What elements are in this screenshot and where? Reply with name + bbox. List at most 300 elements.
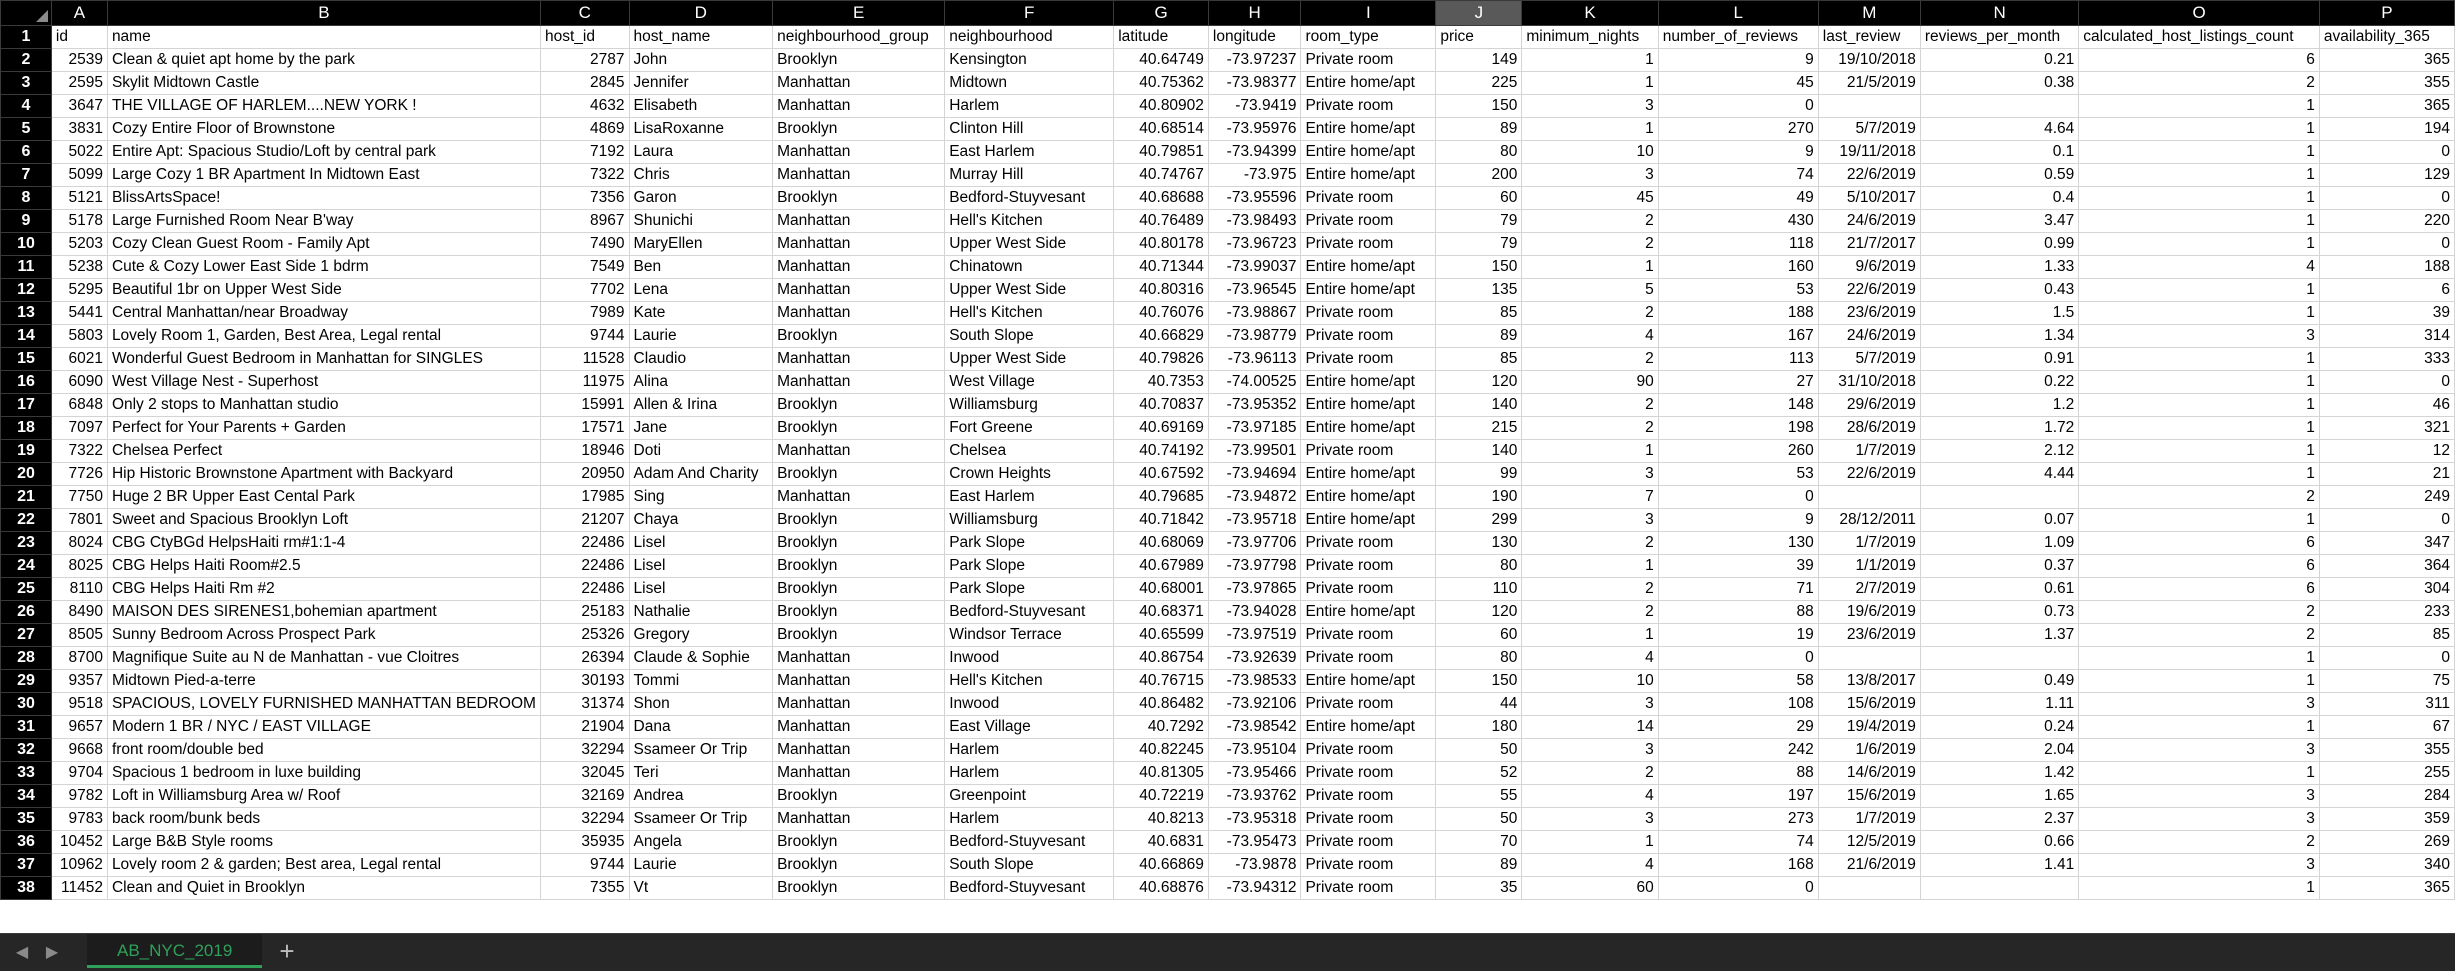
cell[interactable]: Manhattan bbox=[773, 348, 945, 371]
cell[interactable]: MAISON DES SIRENES1,bohemian apartment bbox=[107, 601, 540, 624]
cell[interactable]: 89 bbox=[1436, 854, 1522, 877]
cell[interactable]: Entire home/apt bbox=[1301, 72, 1436, 95]
cell[interactable]: -73.99037 bbox=[1208, 256, 1301, 279]
cell[interactable]: 190 bbox=[1436, 486, 1522, 509]
cell[interactable]: 1/7/2019 bbox=[1818, 440, 1920, 463]
cell[interactable]: -73.97185 bbox=[1208, 417, 1301, 440]
cell[interactable]: Brooklyn bbox=[773, 877, 945, 900]
row-header[interactable]: 2 bbox=[1, 49, 52, 72]
cell[interactable]: 40.68514 bbox=[1114, 118, 1209, 141]
cell[interactable]: 2 bbox=[1522, 532, 1658, 555]
row-header[interactable]: 22 bbox=[1, 509, 52, 532]
cell[interactable]: 2 bbox=[1522, 348, 1658, 371]
cell[interactable]: 150 bbox=[1436, 256, 1522, 279]
cell[interactable]: 2 bbox=[2079, 72, 2320, 95]
cell[interactable]: 14/6/2019 bbox=[1818, 762, 1920, 785]
cell[interactable]: Entire home/apt bbox=[1301, 141, 1436, 164]
cell[interactable]: 0.21 bbox=[1920, 49, 2078, 72]
cell[interactable]: 3831 bbox=[51, 118, 107, 141]
cell[interactable]: 1 bbox=[2079, 279, 2320, 302]
row-header[interactable]: 12 bbox=[1, 279, 52, 302]
cell[interactable]: 9744 bbox=[540, 325, 629, 348]
cell[interactable]: 1 bbox=[1522, 49, 1658, 72]
cell[interactable]: 85 bbox=[1436, 302, 1522, 325]
cell[interactable]: 40.68001 bbox=[1114, 578, 1209, 601]
cell[interactable]: 9357 bbox=[51, 670, 107, 693]
cell[interactable]: 3 bbox=[1522, 739, 1658, 762]
cell[interactable]: 40.74192 bbox=[1114, 440, 1209, 463]
cell[interactable]: 430 bbox=[1658, 210, 1818, 233]
cell[interactable]: 0.37 bbox=[1920, 555, 2078, 578]
cell[interactable]: Garon bbox=[629, 187, 773, 210]
cell[interactable]: 1.34 bbox=[1920, 325, 2078, 348]
cell[interactable]: 40.66829 bbox=[1114, 325, 1209, 348]
cell[interactable]: 21/6/2019 bbox=[1818, 854, 1920, 877]
cell[interactable]: Dana bbox=[629, 716, 773, 739]
cell[interactable]: Central Manhattan/near Broadway bbox=[107, 302, 540, 325]
cell[interactable]: -73.94312 bbox=[1208, 877, 1301, 900]
cell[interactable]: Murray Hill bbox=[945, 164, 1114, 187]
cell[interactable]: 1.11 bbox=[1920, 693, 2078, 716]
cell[interactable]: 60 bbox=[1436, 187, 1522, 210]
cell[interactable]: 1 bbox=[2079, 118, 2320, 141]
field-header-cell[interactable]: price bbox=[1436, 26, 1522, 49]
cell[interactable]: 130 bbox=[1658, 532, 1818, 555]
cell[interactable]: 7356 bbox=[540, 187, 629, 210]
cell[interactable]: -73.95976 bbox=[1208, 118, 1301, 141]
cell[interactable]: 364 bbox=[2319, 555, 2454, 578]
cell[interactable]: 40.68688 bbox=[1114, 187, 1209, 210]
cell[interactable]: 20950 bbox=[540, 463, 629, 486]
cell[interactable]: 7750 bbox=[51, 486, 107, 509]
row-header[interactable]: 19 bbox=[1, 440, 52, 463]
cell[interactable]: 1.5 bbox=[1920, 302, 2078, 325]
row-header[interactable]: 24 bbox=[1, 555, 52, 578]
cell[interactable]: 3 bbox=[1522, 95, 1658, 118]
cell[interactable]: 260 bbox=[1658, 440, 1818, 463]
row-header[interactable]: 26 bbox=[1, 601, 52, 624]
cell[interactable]: -73.97519 bbox=[1208, 624, 1301, 647]
cell[interactable]: 75 bbox=[2319, 670, 2454, 693]
cell[interactable]: 89 bbox=[1436, 118, 1522, 141]
cell[interactable]: 67 bbox=[2319, 716, 2454, 739]
cell[interactable]: 1/1/2019 bbox=[1818, 555, 1920, 578]
cell[interactable]: Harlem bbox=[945, 739, 1114, 762]
cell[interactable]: 21904 bbox=[540, 716, 629, 739]
column-header-n[interactable]: N bbox=[1920, 1, 2078, 26]
row-header[interactable]: 37 bbox=[1, 854, 52, 877]
cell[interactable]: Private room bbox=[1301, 831, 1436, 854]
cell[interactable]: -73.95318 bbox=[1208, 808, 1301, 831]
next-sheet-icon[interactable]: ▶ bbox=[45, 944, 59, 961]
row-header[interactable]: 23 bbox=[1, 532, 52, 555]
cell[interactable]: Large Furnished Room Near B'way bbox=[107, 210, 540, 233]
cell[interactable]: Private room bbox=[1301, 555, 1436, 578]
cell[interactable]: 2 bbox=[2079, 831, 2320, 854]
row-header[interactable]: 3 bbox=[1, 72, 52, 95]
cell[interactable]: Brooklyn bbox=[773, 555, 945, 578]
cell[interactable]: 10452 bbox=[51, 831, 107, 854]
cell[interactable]: 0.73 bbox=[1920, 601, 2078, 624]
cell[interactable]: Chelsea Perfect bbox=[107, 440, 540, 463]
cell[interactable]: Brooklyn bbox=[773, 854, 945, 877]
cell[interactable]: South Slope bbox=[945, 854, 1114, 877]
row-header[interactable]: 10 bbox=[1, 233, 52, 256]
cell[interactable]: 1/7/2019 bbox=[1818, 808, 1920, 831]
cell[interactable]: Claude & Sophie bbox=[629, 647, 773, 670]
row-header[interactable]: 5 bbox=[1, 118, 52, 141]
row-header[interactable]: 25 bbox=[1, 578, 52, 601]
cell[interactable]: Private room bbox=[1301, 877, 1436, 900]
cell[interactable]: Bedford-Stuyvesant bbox=[945, 877, 1114, 900]
cell[interactable]: 5295 bbox=[51, 279, 107, 302]
cell[interactable]: Gregory bbox=[629, 624, 773, 647]
cell[interactable]: Brooklyn bbox=[773, 325, 945, 348]
cell[interactable]: 0 bbox=[2319, 233, 2454, 256]
cell[interactable]: 40.7353 bbox=[1114, 371, 1209, 394]
cell[interactable]: Fort Greene bbox=[945, 417, 1114, 440]
cell[interactable]: Bedford-Stuyvesant bbox=[945, 187, 1114, 210]
cell[interactable]: Chaya bbox=[629, 509, 773, 532]
cell[interactable]: Greenpoint bbox=[945, 785, 1114, 808]
cell[interactable]: 31374 bbox=[540, 693, 629, 716]
field-header-cell[interactable]: last_review bbox=[1818, 26, 1920, 49]
cell[interactable]: Brooklyn bbox=[773, 785, 945, 808]
cell[interactable]: 0 bbox=[1658, 486, 1818, 509]
cell[interactable]: 1 bbox=[2079, 164, 2320, 187]
row-header[interactable]: 13 bbox=[1, 302, 52, 325]
cell[interactable]: 108 bbox=[1658, 693, 1818, 716]
row-header[interactable]: 1 bbox=[1, 26, 52, 49]
cell[interactable]: 2 bbox=[2079, 624, 2320, 647]
cell[interactable]: 311 bbox=[2319, 693, 2454, 716]
cell[interactable]: 5121 bbox=[51, 187, 107, 210]
cell[interactable]: 130 bbox=[1436, 532, 1522, 555]
cell[interactable]: 1.42 bbox=[1920, 762, 2078, 785]
cell[interactable]: 85 bbox=[2319, 624, 2454, 647]
cell[interactable]: Skylit Midtown Castle bbox=[107, 72, 540, 95]
cell[interactable]: 79 bbox=[1436, 233, 1522, 256]
cell[interactable]: 4 bbox=[1522, 325, 1658, 348]
cell[interactable]: 3 bbox=[2079, 854, 2320, 877]
cell[interactable]: Hip Historic Brownstone Apartment with Backyard bbox=[107, 463, 540, 486]
cell[interactable]: 13/8/2017 bbox=[1818, 670, 1920, 693]
cell[interactable]: 25183 bbox=[540, 601, 629, 624]
column-header-a[interactable]: A bbox=[51, 1, 107, 26]
cell[interactable]: -73.9878 bbox=[1208, 854, 1301, 877]
field-header-cell[interactable]: availability_365 bbox=[2319, 26, 2454, 49]
cell[interactable]: Entire home/apt bbox=[1301, 118, 1436, 141]
cell[interactable]: 2 bbox=[1522, 601, 1658, 624]
cell[interactable]: 21/7/2017 bbox=[1818, 233, 1920, 256]
cell[interactable]: 2 bbox=[2079, 486, 2320, 509]
cell[interactable]: 40.68371 bbox=[1114, 601, 1209, 624]
cell[interactable]: 19/11/2018 bbox=[1818, 141, 1920, 164]
cell[interactable]: Manhattan bbox=[773, 210, 945, 233]
cell[interactable]: Private room bbox=[1301, 785, 1436, 808]
cell[interactable]: 40.79851 bbox=[1114, 141, 1209, 164]
cell[interactable]: 194 bbox=[2319, 118, 2454, 141]
cell[interactable]: 99 bbox=[1436, 463, 1522, 486]
cell[interactable]: 3 bbox=[2079, 739, 2320, 762]
cell[interactable]: 7702 bbox=[540, 279, 629, 302]
cell[interactable]: 5803 bbox=[51, 325, 107, 348]
cell[interactable]: 40.68069 bbox=[1114, 532, 1209, 555]
cell[interactable]: 85 bbox=[1436, 348, 1522, 371]
cell[interactable]: Brooklyn bbox=[773, 417, 945, 440]
select-all-corner[interactable] bbox=[1, 1, 52, 26]
field-header-cell[interactable]: number_of_reviews bbox=[1658, 26, 1818, 49]
cell[interactable]: 284 bbox=[2319, 785, 2454, 808]
cell[interactable]: 148 bbox=[1658, 394, 1818, 417]
cell[interactable]: 1.09 bbox=[1920, 532, 2078, 555]
cell[interactable]: 52 bbox=[1436, 762, 1522, 785]
cell[interactable]: 39 bbox=[1658, 555, 1818, 578]
cell[interactable]: 1.72 bbox=[1920, 417, 2078, 440]
cell[interactable]: 1.41 bbox=[1920, 854, 2078, 877]
cell[interactable]: Loft in Williamsburg Area w/ Roof bbox=[107, 785, 540, 808]
column-header-p[interactable]: P bbox=[2319, 1, 2454, 26]
column-header-f[interactable]: F bbox=[945, 1, 1114, 26]
cell[interactable]: 365 bbox=[2319, 877, 2454, 900]
row-header[interactable]: 36 bbox=[1, 831, 52, 854]
row-header[interactable]: 15 bbox=[1, 348, 52, 371]
cell[interactable]: 4 bbox=[2079, 256, 2320, 279]
cell[interactable]: Private room bbox=[1301, 440, 1436, 463]
cell[interactable]: Private room bbox=[1301, 233, 1436, 256]
cell[interactable]: 314 bbox=[2319, 325, 2454, 348]
cell[interactable]: 7 bbox=[1522, 486, 1658, 509]
cell[interactable]: -73.98377 bbox=[1208, 72, 1301, 95]
cell[interactable]: 365 bbox=[2319, 95, 2454, 118]
cell[interactable]: 255 bbox=[2319, 762, 2454, 785]
cell[interactable]: 0 bbox=[2319, 187, 2454, 210]
cell[interactable]: 24/6/2019 bbox=[1818, 325, 1920, 348]
cell[interactable]: 2 bbox=[1522, 578, 1658, 601]
cell[interactable]: Entire home/apt bbox=[1301, 394, 1436, 417]
cell[interactable]: 2 bbox=[1522, 762, 1658, 785]
cell[interactable]: Cozy Clean Guest Room - Family Apt bbox=[107, 233, 540, 256]
cell[interactable]: Vt bbox=[629, 877, 773, 900]
row-header[interactable]: 8 bbox=[1, 187, 52, 210]
cell[interactable]: Manhattan bbox=[773, 486, 945, 509]
cell[interactable]: LisaRoxanne bbox=[629, 118, 773, 141]
cell[interactable]: -73.97798 bbox=[1208, 555, 1301, 578]
cell[interactable]: 28/12/2011 bbox=[1818, 509, 1920, 532]
cell[interactable]: Private room bbox=[1301, 302, 1436, 325]
cell[interactable]: 40.76715 bbox=[1114, 670, 1209, 693]
cell[interactable]: 1.37 bbox=[1920, 624, 2078, 647]
cell[interactable]: 24/6/2019 bbox=[1818, 210, 1920, 233]
cell[interactable]: Sunny Bedroom Across Prospect Park bbox=[107, 624, 540, 647]
field-header-cell[interactable]: latitude bbox=[1114, 26, 1209, 49]
cell[interactable]: 0 bbox=[1658, 647, 1818, 670]
cell[interactable]: Brooklyn bbox=[773, 187, 945, 210]
cell[interactable]: Jane bbox=[629, 417, 773, 440]
cell[interactable]: 15/6/2019 bbox=[1818, 693, 1920, 716]
cell[interactable]: East Harlem bbox=[945, 141, 1114, 164]
cell[interactable]: 40.80902 bbox=[1114, 95, 1209, 118]
cell[interactable]: 1 bbox=[1522, 555, 1658, 578]
cell[interactable]: 28/6/2019 bbox=[1818, 417, 1920, 440]
cell[interactable]: 1 bbox=[2079, 95, 2320, 118]
cell[interactable]: Perfect for Your Parents + Garden bbox=[107, 417, 540, 440]
cell[interactable]: CBG CtyBGd HelpsHaiti rm#1:1-4 bbox=[107, 532, 540, 555]
row-header[interactable]: 28 bbox=[1, 647, 52, 670]
cell[interactable]: 15991 bbox=[540, 394, 629, 417]
cell[interactable]: Teri bbox=[629, 762, 773, 785]
cell[interactable]: BlissArtsSpace! bbox=[107, 187, 540, 210]
cell[interactable]: 2787 bbox=[540, 49, 629, 72]
cell[interactable]: 5238 bbox=[51, 256, 107, 279]
cell[interactable]: Lena bbox=[629, 279, 773, 302]
cell[interactable]: 3 bbox=[1522, 164, 1658, 187]
cell[interactable] bbox=[1920, 486, 2078, 509]
cell[interactable]: 2 bbox=[1522, 233, 1658, 256]
cell[interactable]: SPACIOUS, LOVELY FURNISHED MANHATTAN BEDROOM bbox=[107, 693, 540, 716]
cell[interactable]: Brooklyn bbox=[773, 509, 945, 532]
cell[interactable]: Clean & quiet apt home by the park bbox=[107, 49, 540, 72]
cell[interactable]: 333 bbox=[2319, 348, 2454, 371]
row-header[interactable]: 27 bbox=[1, 624, 52, 647]
cell[interactable]: 1 bbox=[2079, 440, 2320, 463]
cell[interactable]: -73.98542 bbox=[1208, 716, 1301, 739]
cell[interactable]: Wonderful Guest Bedroom in Manhattan for SINGLES bbox=[107, 348, 540, 371]
cell[interactable]: 140 bbox=[1436, 440, 1522, 463]
column-header-d[interactable]: D bbox=[629, 1, 773, 26]
cell[interactable]: 40.67592 bbox=[1114, 463, 1209, 486]
cell[interactable]: Hell's Kitchen bbox=[945, 210, 1114, 233]
cell[interactable]: Entire home/apt bbox=[1301, 670, 1436, 693]
cell[interactable]: 32294 bbox=[540, 739, 629, 762]
cell[interactable]: 80 bbox=[1436, 647, 1522, 670]
cell[interactable]: Kensington bbox=[945, 49, 1114, 72]
cell[interactable]: 40.76076 bbox=[1114, 302, 1209, 325]
cell[interactable]: 53 bbox=[1658, 463, 1818, 486]
cell[interactable]: 0.24 bbox=[1920, 716, 2078, 739]
cell[interactable]: Jennifer bbox=[629, 72, 773, 95]
cell[interactable]: 365 bbox=[2319, 49, 2454, 72]
cell[interactable]: -73.94694 bbox=[1208, 463, 1301, 486]
cell[interactable]: Elisabeth bbox=[629, 95, 773, 118]
cell[interactable] bbox=[1920, 877, 2078, 900]
row-header[interactable]: 33 bbox=[1, 762, 52, 785]
cell[interactable]: Beautiful 1br on Upper West Side bbox=[107, 279, 540, 302]
cell[interactable]: Manhattan bbox=[773, 693, 945, 716]
cell[interactable]: 1.2 bbox=[1920, 394, 2078, 417]
cell[interactable]: 355 bbox=[2319, 739, 2454, 762]
column-header-g[interactable]: G bbox=[1114, 1, 1209, 26]
cell[interactable]: 22486 bbox=[540, 532, 629, 555]
cell[interactable]: West Village bbox=[945, 371, 1114, 394]
field-header-cell[interactable]: calculated_host_listings_count bbox=[2079, 26, 2320, 49]
cell[interactable]: Private room bbox=[1301, 762, 1436, 785]
cell[interactable]: Lovely room 2 & garden; Best area, Legal rental bbox=[107, 854, 540, 877]
cell[interactable]: -73.99501 bbox=[1208, 440, 1301, 463]
cell[interactable]: 7801 bbox=[51, 509, 107, 532]
cell[interactable]: -73.94028 bbox=[1208, 601, 1301, 624]
column-header-b[interactable]: B bbox=[107, 1, 540, 26]
cell[interactable]: 8110 bbox=[51, 578, 107, 601]
cell[interactable]: 40.70837 bbox=[1114, 394, 1209, 417]
cell[interactable]: 249 bbox=[2319, 486, 2454, 509]
cell[interactable]: -73.93762 bbox=[1208, 785, 1301, 808]
cell[interactable]: 35 bbox=[1436, 877, 1522, 900]
cell[interactable]: 2845 bbox=[540, 72, 629, 95]
cell[interactable]: 0.49 bbox=[1920, 670, 2078, 693]
cell[interactable]: -73.98493 bbox=[1208, 210, 1301, 233]
cell[interactable]: 3 bbox=[2079, 693, 2320, 716]
cell[interactable]: 11452 bbox=[51, 877, 107, 900]
cell[interactable]: 6 bbox=[2079, 578, 2320, 601]
cell[interactable]: Laurie bbox=[629, 325, 773, 348]
cell[interactable]: 1 bbox=[2079, 647, 2320, 670]
cell[interactable]: 40.68876 bbox=[1114, 877, 1209, 900]
cell[interactable]: Spacious 1 bedroom in luxe building bbox=[107, 762, 540, 785]
cell[interactable]: 6 bbox=[2079, 49, 2320, 72]
cell[interactable]: 39 bbox=[2319, 302, 2454, 325]
cell[interactable]: John bbox=[629, 49, 773, 72]
cell[interactable]: Lisel bbox=[629, 532, 773, 555]
cell[interactable]: Large B&B Style rooms bbox=[107, 831, 540, 854]
cell[interactable]: -73.96723 bbox=[1208, 233, 1301, 256]
cell[interactable]: 1 bbox=[2079, 670, 2320, 693]
cell[interactable]: Entire home/apt bbox=[1301, 716, 1436, 739]
cell[interactable]: 149 bbox=[1436, 49, 1522, 72]
cell[interactable]: Brooklyn bbox=[773, 624, 945, 647]
cell[interactable]: 58 bbox=[1658, 670, 1818, 693]
cell[interactable]: 299 bbox=[1436, 509, 1522, 532]
cell[interactable]: 273 bbox=[1658, 808, 1818, 831]
cell[interactable]: 7355 bbox=[540, 877, 629, 900]
row-header[interactable]: 29 bbox=[1, 670, 52, 693]
cell[interactable]: 40.6831 bbox=[1114, 831, 1209, 854]
cell[interactable]: 2539 bbox=[51, 49, 107, 72]
cell[interactable]: Entire home/apt bbox=[1301, 417, 1436, 440]
cell[interactable]: 233 bbox=[2319, 601, 2454, 624]
cell[interactable]: 4 bbox=[1522, 854, 1658, 877]
cell[interactable]: Huge 2 BR Upper East Cental Park bbox=[107, 486, 540, 509]
cell[interactable]: 32169 bbox=[540, 785, 629, 808]
cell[interactable]: Williamsburg bbox=[945, 509, 1114, 532]
row-header[interactable]: 21 bbox=[1, 486, 52, 509]
cell[interactable]: Allen & Irina bbox=[629, 394, 773, 417]
cell[interactable]: -73.94872 bbox=[1208, 486, 1301, 509]
cell[interactable]: 21/5/2019 bbox=[1818, 72, 1920, 95]
cell[interactable]: 40.8213 bbox=[1114, 808, 1209, 831]
cell[interactable] bbox=[1818, 877, 1920, 900]
cell[interactable]: Manhattan bbox=[773, 371, 945, 394]
cell[interactable]: 0.22 bbox=[1920, 371, 2078, 394]
cell[interactable]: 9704 bbox=[51, 762, 107, 785]
cell[interactable]: 7097 bbox=[51, 417, 107, 440]
cell[interactable]: 6 bbox=[2079, 532, 2320, 555]
cell[interactable]: Private room bbox=[1301, 210, 1436, 233]
cell[interactable]: 22/6/2019 bbox=[1818, 279, 1920, 302]
cell[interactable]: -73.95104 bbox=[1208, 739, 1301, 762]
cell[interactable]: -73.97706 bbox=[1208, 532, 1301, 555]
cell[interactable]: 2 bbox=[1522, 210, 1658, 233]
cell[interactable]: 4.44 bbox=[1920, 463, 2078, 486]
cell[interactable]: Lisel bbox=[629, 555, 773, 578]
cell[interactable]: East Village bbox=[945, 716, 1114, 739]
cell[interactable]: Private room bbox=[1301, 95, 1436, 118]
cell[interactable]: Park Slope bbox=[945, 532, 1114, 555]
cell[interactable]: 3 bbox=[2079, 808, 2320, 831]
cell[interactable]: 220 bbox=[2319, 210, 2454, 233]
cell[interactable]: 40.69169 bbox=[1114, 417, 1209, 440]
cell[interactable]: 3647 bbox=[51, 95, 107, 118]
